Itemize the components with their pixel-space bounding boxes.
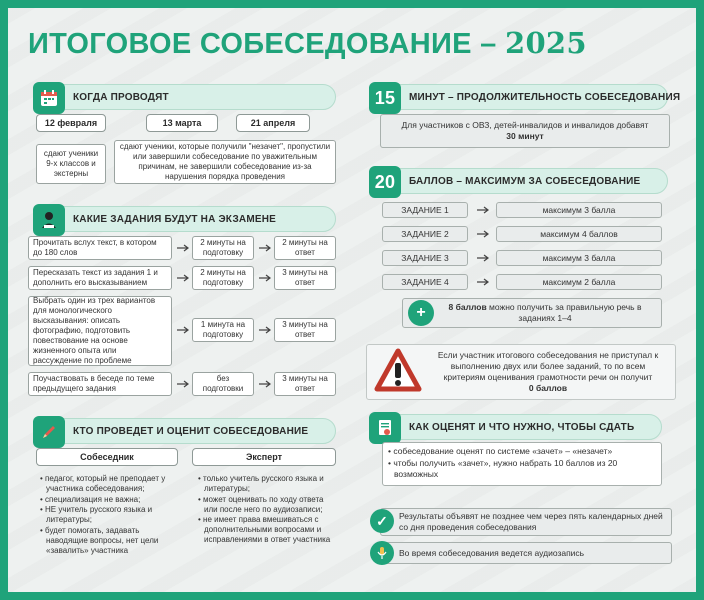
arrow-icon <box>476 229 490 239</box>
bonus-box <box>402 298 662 328</box>
interviewer-item: • педагог, который не преподает у участника собеседования; <box>38 474 178 494</box>
score-max-1: максимум 3 балла <box>496 202 662 218</box>
calendar-icon <box>33 82 65 114</box>
warning-icon <box>374 348 422 397</box>
duration-box <box>380 114 670 148</box>
interviewer-title: Собеседник <box>36 448 178 466</box>
arrow-icon <box>258 379 272 389</box>
arrow-icon <box>476 205 490 215</box>
when-header <box>36 84 336 110</box>
certificate-icon <box>369 412 401 444</box>
bonus-text <box>433 302 657 324</box>
pass-title: КАК ОЦЕНЯТ И ЧТО НУЖНО, ЧТОБЫ СДАТЬ <box>409 421 635 433</box>
task-1-prep: 2 минуты на подготовку <box>192 236 254 260</box>
results-note: Результаты объявят не позднее чем через пять календарных дней со дня проведения собеседования <box>380 508 672 536</box>
expert-title: Эксперт <box>192 448 336 466</box>
expert-item: • только учитель русского языка и литературы; <box>196 474 336 494</box>
duration-text: Для участников с ОВЗ, детей-инвалидов и инвалидов добавят <box>401 120 649 130</box>
score-title: БАЛЛОВ – МАКСИМУМ ЗА СОБЕСЕДОВАНИЕ <box>409 175 641 187</box>
expert-list <box>196 474 336 546</box>
audio-note: Во время собеседования ведется аудиозапись <box>380 542 672 564</box>
score-task-1: ЗАДАНИЕ 1 <box>382 202 468 218</box>
bonus-rest: можно получить за правильную речь в заданиях 1–4 <box>489 302 642 323</box>
score-header <box>372 168 668 194</box>
score-number: 20 <box>369 166 401 198</box>
tasks-title: КАКИЕ ЗАДАНИЯ БУДУТ НА ЭКЗАМЕНЕ <box>73 213 277 225</box>
when-who-1: сдают ученики 9-х классов и экстерны <box>36 144 106 184</box>
expert-item: • может оценивать по ходу ответа или после него по аудиозаписи; <box>196 495 336 515</box>
task-2-answer: 3 минуты на ответ <box>274 266 336 290</box>
duration-number: 15 <box>369 82 401 114</box>
pass-header <box>372 414 662 440</box>
arrow-icon <box>176 379 190 389</box>
arrow-icon <box>476 277 490 287</box>
task-3-answer: 3 минуты на ответ <box>274 318 336 342</box>
task-3-prep: 1 минута на подготовку <box>192 318 254 342</box>
arrow-icon <box>176 325 190 335</box>
score-max-2: максимум 4 баллов <box>496 226 662 242</box>
who-header <box>36 418 336 444</box>
arrow-icon <box>476 253 490 263</box>
task-2: Пересказать текст из задания 1 и дополнить его высказыванием <box>28 266 172 290</box>
task-1: Прочитать вслух текст, в котором до 180 слов <box>28 236 172 260</box>
warning-text: Если участник итогового собеседования не приступал к выполнению двух или более заданий, то по всем критериям оценивания грамотности речи он получит <box>437 350 659 382</box>
interviewer-list <box>38 474 178 556</box>
task-2-prep: 2 минуты на подготовку <box>192 266 254 290</box>
duration-header <box>372 84 681 110</box>
title-year: 2025 <box>504 26 587 60</box>
who-title: КТО ПРОВЕДЕТ И ОЦЕНИТ СОБЕСЕДОВАНИЕ <box>73 425 309 437</box>
score-task-4: ЗАДАНИЕ 4 <box>382 274 468 290</box>
score-max-4: максимум 2 балла <box>496 274 662 290</box>
task-4: Поучаствовать в беседе по теме предыдущего задания <box>28 372 172 396</box>
arrow-icon <box>176 243 190 253</box>
interviewer-item: • специализация не важна; <box>38 495 178 505</box>
date-1: 12 февраля <box>36 114 106 132</box>
date-3: 21 апреля <box>236 114 310 132</box>
score-task-3: ЗАДАНИЕ 3 <box>382 250 468 266</box>
tasks-header <box>36 206 336 232</box>
arrow-icon <box>258 243 272 253</box>
task-4-answer: 3 минуты на ответ <box>274 372 336 396</box>
task-3: Выбрать один из трех вариантов для монологического высказывания: описать фотографию, подготовить повествование на основе жизненного опыта или рассуждение по проблеме <box>28 296 172 366</box>
duration-extra: 30 минут <box>506 131 544 141</box>
pass-list <box>386 446 658 480</box>
pass-item: • чтобы получить «зачет», нужно набрать 10 баллов из 20 возможных <box>386 458 658 480</box>
check-icon: ✓ <box>370 509 394 533</box>
task-1-answer: 2 минуты на ответ <box>274 236 336 260</box>
interviewer-item: • НЕ учитель русского языка и литературы; <box>38 505 178 525</box>
interviewer-item: • будет помогать, задавать наводящие вопросы, нет цели «завалить» участника <box>38 526 178 556</box>
pencil-icon <box>33 416 65 448</box>
date-2: 13 марта <box>146 114 218 132</box>
arrow-icon <box>258 273 272 283</box>
student-icon <box>33 204 65 236</box>
task-4-prep: без подготовки <box>192 372 254 396</box>
title-text: ИТОГОВОЕ СОБЕСЕДОВАНИЕ – <box>28 28 497 60</box>
warning-points: 0 баллов <box>528 383 568 393</box>
duration-title: МИНУТ – ПРОДОЛЖИТЕЛЬНОСТЬ СОБЕСЕДОВАНИЯ <box>409 91 681 103</box>
arrow-icon <box>258 325 272 335</box>
plus-icon: + <box>408 300 434 326</box>
pass-item: • собеседование оценят по системе «зачет» – «незачет» <box>386 446 658 457</box>
arrow-icon <box>176 273 190 283</box>
page-title <box>28 26 587 61</box>
score-max-3: максимум 3 балла <box>496 250 662 266</box>
bonus-points: 8 баллов <box>448 302 487 312</box>
score-task-2: ЗАДАНИЕ 2 <box>382 226 468 242</box>
when-title: КОГДА ПРОВОДЯТ <box>73 91 169 103</box>
microphone-icon <box>370 541 394 565</box>
expert-item: • не имеет права вмешиваться с дополнительными вопросами и исправлениями в ответ участника <box>196 515 336 545</box>
when-who-2: сдают ученики, которые получили "незачет", пропустили или завершили собеседование по уважительным причинам, не завершили собеседование из-за нарушения порядка проведения <box>114 140 336 184</box>
